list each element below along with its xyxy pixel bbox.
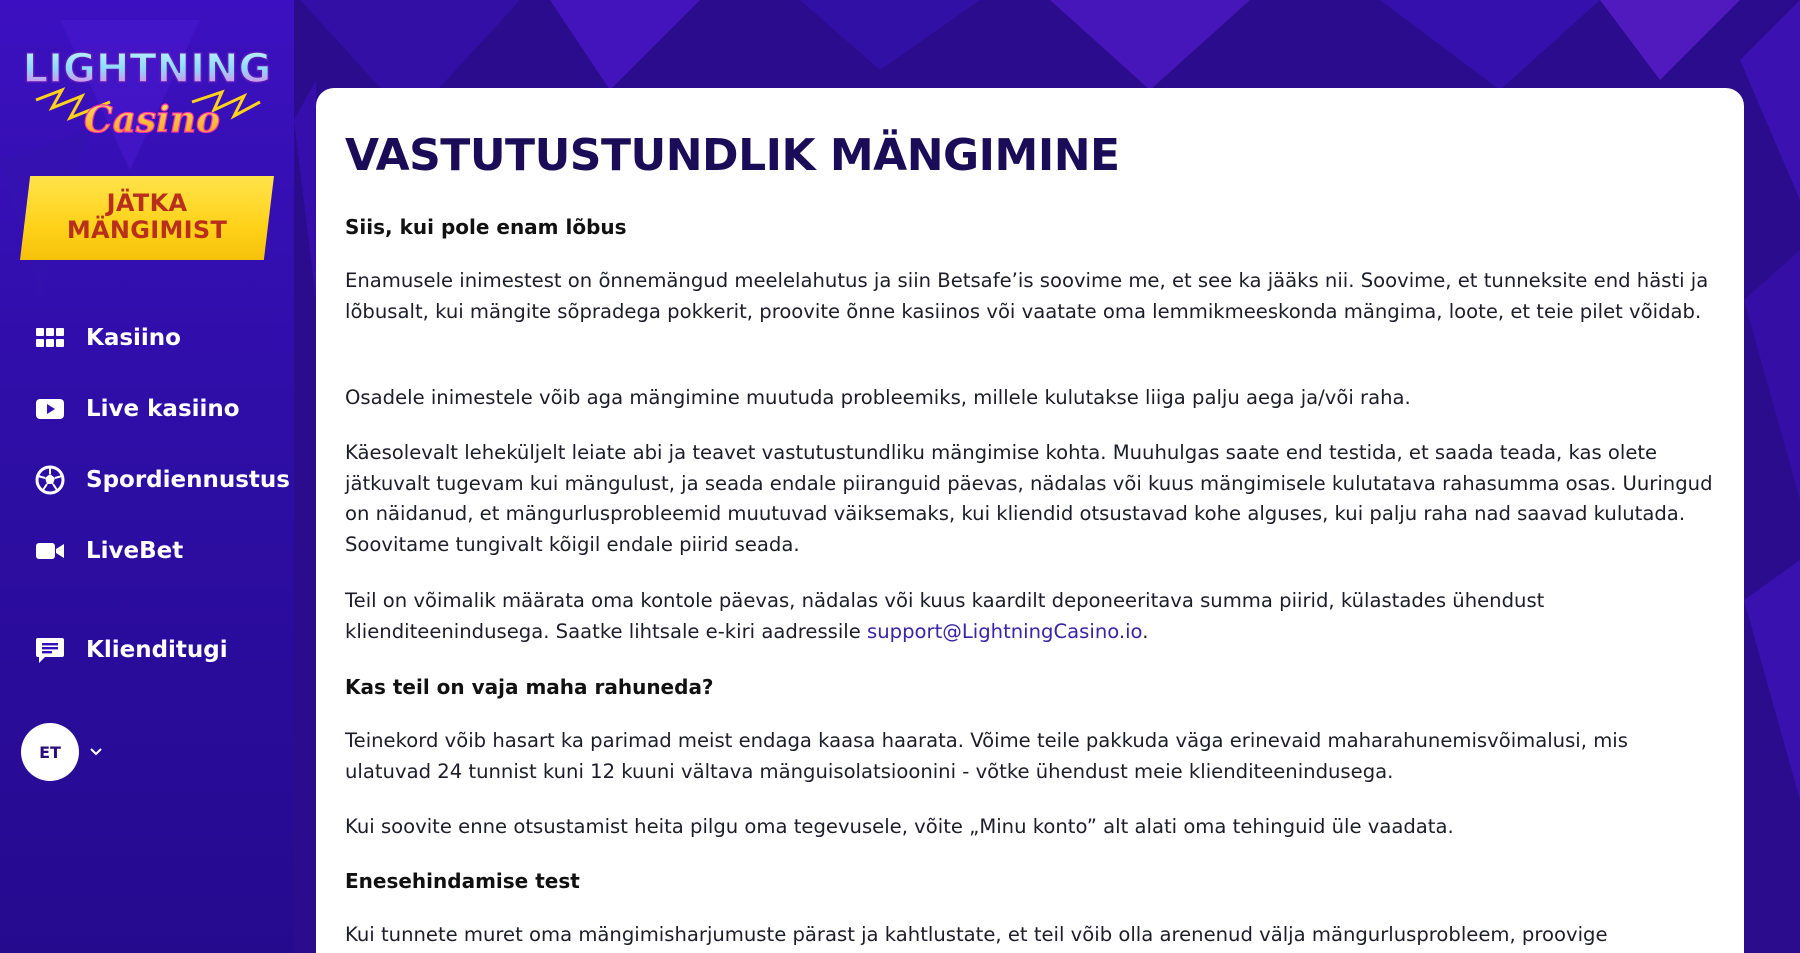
page-title: VASTUTUSTUNDLIK MÄNGIMINE <box>345 130 1120 181</box>
language-selector[interactable] <box>21 723 105 781</box>
paragraph: Teinekord võib hasart ka parimad meist endaga kaasa haarata. Võime teile pakkuda väga erinevaid maharahunemisvõimalusi, mis ulatuvad 24 tunnist kuni 12 kuuni vältava mänguisolatsioonini - võtke ühendust meie klienditeenindusega. <box>345 729 1628 783</box>
content-body <box>345 128 1715 946</box>
soccer-ball-icon <box>34 464 66 496</box>
paragraph <box>345 586 1715 647</box>
paragraph-text: Teil on võimalik määrata oma kontole päevas, nädalas või kuus kaardilt deponeeritava summa piirid, külastades ühendust klienditeenindusega. Saatke lihtsale e-kiri aadressile <box>345 589 1545 643</box>
sidebar-item-label: LiveBet <box>86 538 184 564</box>
logo-text-casino: Casino <box>83 99 221 141</box>
paragraph-text: . <box>1142 619 1149 643</box>
continue-playing-button[interactable] <box>20 176 274 260</box>
sidebar <box>0 0 294 953</box>
cta-label: JÄTKA MÄNGIMIST <box>66 189 228 244</box>
paragraph: Osadele inimestele võib aga mängimine muutuda probleemiks, millele kulutakse liiga palju aega ja/või raha. <box>345 386 1411 409</box>
video-camera-icon <box>34 535 66 567</box>
lightning-casino-logo[interactable] <box>22 30 272 160</box>
chat-icon <box>34 634 66 666</box>
sidebar-item-label: Klienditugi <box>86 637 228 663</box>
content-card <box>316 88 1744 953</box>
language-code: ET <box>21 723 79 781</box>
sidebar-item-label: Live kasiino <box>86 396 240 422</box>
sidebar-item-label: Spordiennustus <box>86 467 290 493</box>
section-heading: Enesehindamise test <box>345 869 580 893</box>
play-icon <box>34 393 66 425</box>
logo-text-lightning: LIGHTNING <box>22 46 272 92</box>
chevron-down-icon <box>87 743 105 761</box>
paragraph: Käesolevalt leheküljelt leiate abi ja teavet vastutustundliku mängimise kohta. Muuhulgas saate end testida, et saada teada, kas olete jätkuvalt tugevam kui mängulust, ja seada endale piiranguid päevas, nädalas või kuus mängimisele kulutatava rahasumma osas. Uuringud on näidanud, et mängurlusprobleemid muutuvad väiksemaks, kui kliendid otsustavad kohe alguses, kui palju raha nad saavad kulutada. Soovitame tungivalt kõigil endale piirid seada. <box>345 441 1713 556</box>
sidebar-item-spordiennustus[interactable] <box>34 462 290 498</box>
paragraph: Kui tunnete muret oma mängimisharjumuste pärast ja kahtlustate, et teil võib olla arenenud välja mängurlusprobleem, proovige <box>345 923 1608 946</box>
sidebar-item-label: Kasiino <box>86 325 181 351</box>
grid-icon <box>34 322 66 354</box>
sidebar-item-livebet[interactable] <box>34 533 183 569</box>
logo-graphic <box>22 30 272 160</box>
paragraph: Enamusele inimestest on õnnemängud meelelahutus ja siin Betsafe’is soovime me, et see ka jääks nii. Soovime, et tunneksite end hästi ja lõbusalt, kui mängite sõpradega pokkerit, proovite õnne kasiinos või vaatate oma lemmikmeeskonda mängima, loote, et teie pilet võidab. <box>345 269 1709 323</box>
sidebar-item-klienditugi[interactable] <box>34 632 228 668</box>
support-email-link[interactable]: support@LightningCasino.io <box>867 619 1143 643</box>
section-heading: Kas teil on vaja maha rahuneda? <box>345 675 714 699</box>
paragraph: Kui soovite enne otsustamist heita pilgu oma tegevusele, võite „Minu konto” alt alati oma tehinguid üle vaadata. <box>345 815 1454 838</box>
sidebar-item-live-kasiino[interactable] <box>34 391 240 427</box>
sidebar-item-kasiino[interactable] <box>34 320 181 356</box>
section-heading: Siis, kui pole enam lõbus <box>345 215 627 239</box>
